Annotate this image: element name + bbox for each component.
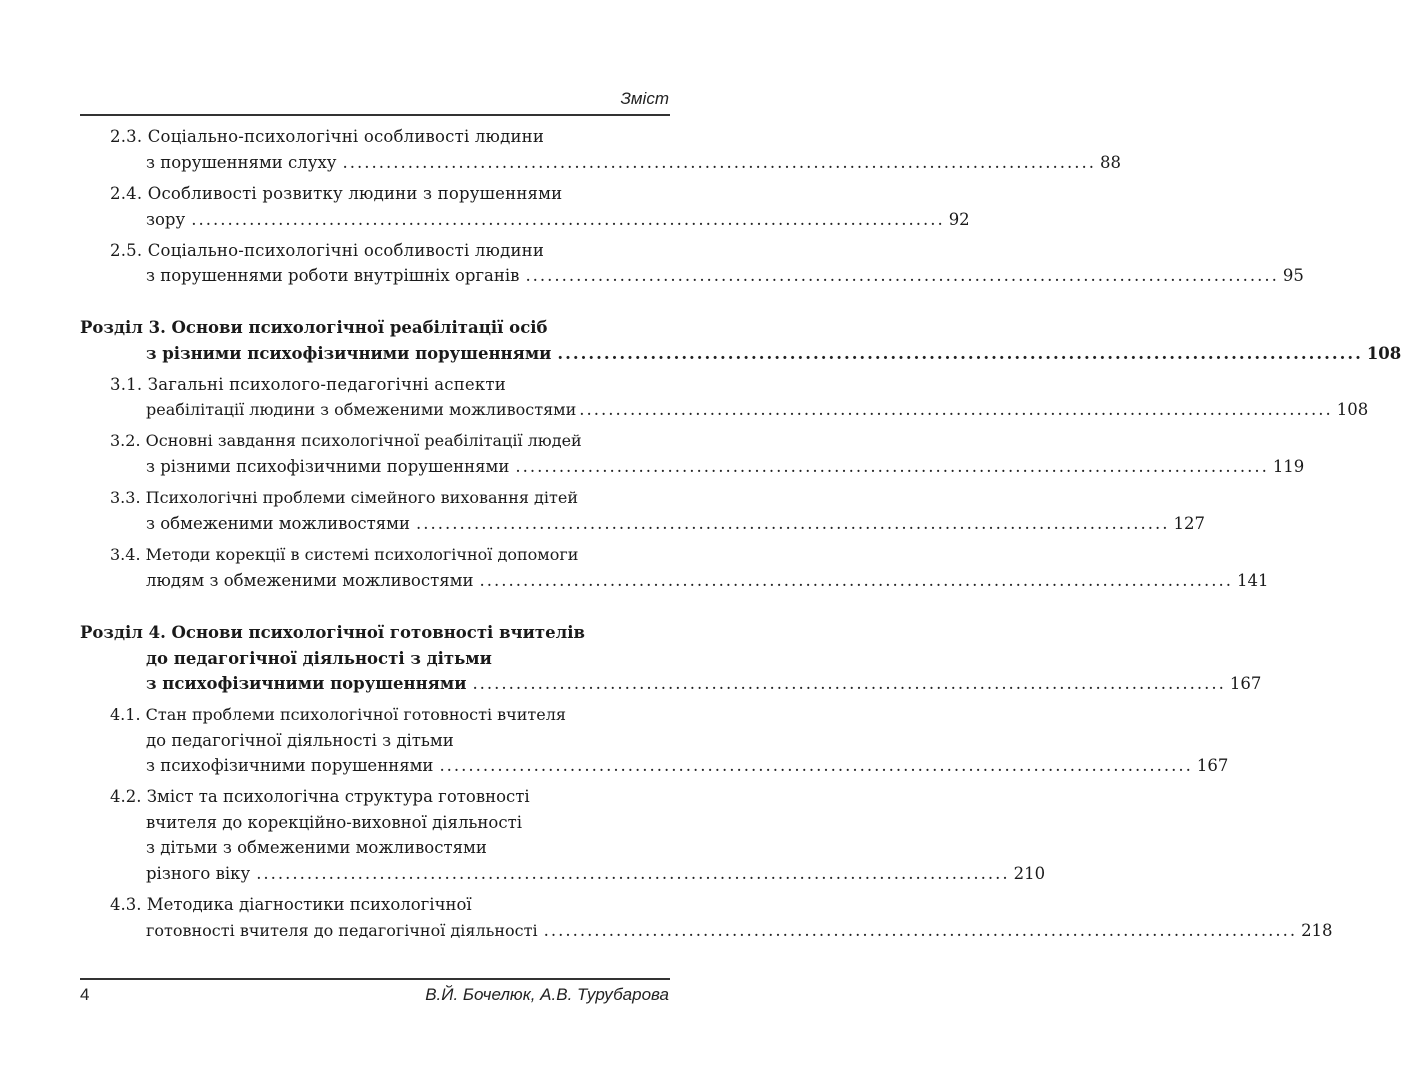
toc-entry-4-2-line-1: 4.2. Зміст та психологічна структура готовності xyxy=(110,787,530,806)
toc-line xyxy=(146,341,1401,367)
leader-dots: ........................................................................................................ xyxy=(557,344,1363,363)
toc-line xyxy=(146,728,669,754)
toc-line xyxy=(146,397,1369,423)
toc-entry-2-3-page: 88 xyxy=(1099,153,1121,172)
toc-entry-2-3-line-1: 2.3. Соціально-психологічні особливості людини xyxy=(110,127,545,146)
toc-entry-3-3-page: 127 xyxy=(1173,514,1205,533)
toc-entry-3-3-line-2: з обмеженими можливостями xyxy=(146,514,410,533)
toc-entry-4-1-line-2: до педагогічної діяльності з дітьми xyxy=(146,731,454,750)
toc-chapter-4-line-3: з психофізичними порушеннями xyxy=(146,674,467,693)
toc-line xyxy=(146,646,669,672)
toc-line xyxy=(110,238,669,264)
toc-entry-2-5-line-2: з порушеннями роботи внутрішніх органів xyxy=(146,266,520,285)
leader-dots: ........................................................................................................ xyxy=(579,400,1333,419)
toc-line xyxy=(80,315,669,341)
toc-line xyxy=(146,810,669,836)
toc-entry-4-3-line-1: 4.3. Методика діагностики психологічної xyxy=(110,895,472,914)
toc-entry-2-4-line-2: зору xyxy=(146,210,186,229)
toc-line xyxy=(80,620,669,646)
toc-line xyxy=(146,263,1304,289)
toc-entry-3-2-line-2: з різними психофізичними порушеннями xyxy=(146,457,510,476)
toc-entry-3-1-line-2: реабілітації людини з обмеженими можливостями xyxy=(146,400,577,419)
toc-line xyxy=(110,542,669,568)
toc-entry-4-2-line-2: вчителя до корекційно-виховної діяльності xyxy=(146,813,522,832)
toc-line xyxy=(146,568,1269,594)
toc-entry-4-2-line-3: з дітьми з обмеженими можливостями xyxy=(146,838,487,857)
toc-entry-2-3-line-2: з порушеннями слуху xyxy=(146,153,337,172)
toc-line xyxy=(110,372,669,398)
toc-entry-3-4-page: 141 xyxy=(1236,571,1269,590)
toc-line xyxy=(110,485,669,511)
running-header-title: Зміст xyxy=(620,89,669,108)
toc-entry-3-4-line-2: людям з обмеженими можливостями xyxy=(146,571,474,590)
leader-dots: ........................................................................................................ xyxy=(415,514,1170,533)
toc-line xyxy=(146,835,669,861)
toc-chapter-4-line-1: Розділ 4. Основи психологічної готовності вчителів xyxy=(80,623,585,642)
toc-entry-2-5-line-1: 2.5. Соціально-психологічні особливості людини xyxy=(110,241,545,260)
toc-entry-2-5-page: 95 xyxy=(1282,266,1304,285)
leader-dots: ........................................................................................................ xyxy=(543,921,1298,940)
toc-line xyxy=(146,454,1305,480)
leader-dots: ........................................................................................................ xyxy=(439,756,1193,775)
toc-entry-3-3-line-1: 3.3. Психологічні проблеми сімейного виховання дітей xyxy=(110,488,578,507)
leader-dots: ........................................................................................................ xyxy=(191,210,945,229)
toc-entry-2-4-line-1: 2.4. Особливості розвитку людини з порушеннями xyxy=(110,184,563,203)
toc-entry-4-1-line-3: з психофізичними порушеннями xyxy=(146,756,434,775)
toc-chapter-3-line-1: Розділ 3. Основи психологічної реабілітації осіб xyxy=(80,318,548,337)
toc-line xyxy=(146,150,1121,176)
toc-chapter-3-page: 108 xyxy=(1366,344,1401,363)
toc-entry-4-2-line-4: різного віку xyxy=(146,864,251,883)
leader-dots: ........................................................................................................ xyxy=(342,153,1096,172)
toc-chapter-4-line-2: до педагогічної діяльності з дітьми xyxy=(146,649,492,668)
toc-chapter-3-line-2: з різними психофізичними порушеннями xyxy=(146,344,552,363)
toc-line xyxy=(146,753,1229,779)
toc-line xyxy=(146,511,1205,537)
toc-entry-4-2-page: 210 xyxy=(1013,864,1046,883)
toc-entry-3-4-line-1: 3.4. Методи корекції в системі психологічної допомоги xyxy=(110,545,579,564)
running-footer-authors: В.Й. Бочелюк, А.В. Турубарова xyxy=(425,985,669,1004)
leader-dots: ........................................................................................................ xyxy=(515,457,1269,476)
leader-dots: ........................................................................................................ xyxy=(479,571,1233,590)
toc-line xyxy=(110,428,669,454)
page-number: 4 xyxy=(80,985,90,1004)
toc-line xyxy=(110,124,669,150)
toc-line xyxy=(110,181,669,207)
toc-entry-3-2-line-1: 3.2. Основні завдання психологічної реабілітації людей xyxy=(110,431,582,450)
leader-dots: ........................................................................................................ xyxy=(256,864,1010,883)
toc-chapter-4-page: 167 xyxy=(1229,674,1262,693)
toc-line xyxy=(110,784,669,810)
toc-entry-3-2-page: 119 xyxy=(1272,457,1305,476)
toc-line xyxy=(146,207,970,233)
toc-entry-3-1-line-1: 3.1. Загальні психолого-педагогічні аспекти xyxy=(110,375,506,394)
toc-entry-4-1-line-1: 4.1. Стан проблеми психологічної готовності вчителя xyxy=(110,705,566,724)
leader-dots: ........................................................................................................ xyxy=(525,266,1279,285)
toc-entry-4-3-line-2: готовності вчителя до педагогічної діяльності xyxy=(146,921,538,940)
toc-line xyxy=(110,702,669,728)
footer-rule xyxy=(80,978,670,980)
toc-line xyxy=(110,892,669,918)
toc-line xyxy=(146,671,1262,697)
toc-line xyxy=(146,918,1333,944)
toc-entry-4-3-page: 218 xyxy=(1301,921,1333,940)
toc-entry-4-1-page: 167 xyxy=(1196,756,1229,775)
toc-line xyxy=(146,861,1046,887)
toc-entry-3-1-page: 108 xyxy=(1336,400,1369,419)
toc-entry-2-4-page: 92 xyxy=(948,210,970,229)
leader-dots: ........................................................................................................ xyxy=(472,674,1226,693)
